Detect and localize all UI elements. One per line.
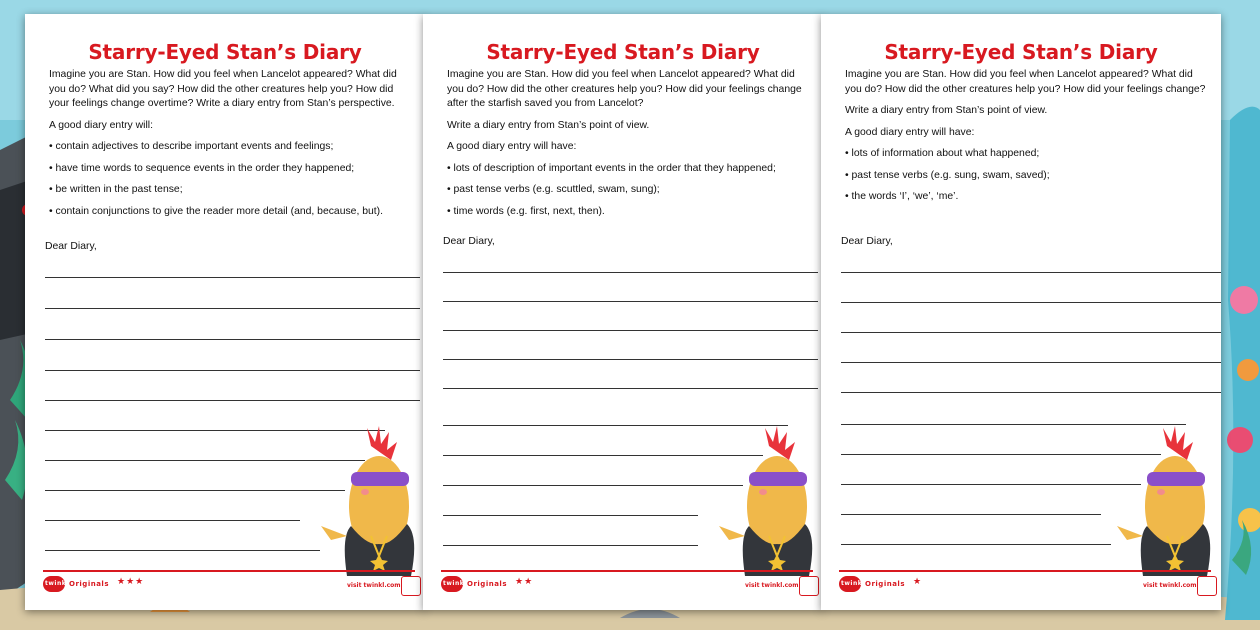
quality-badge-icon <box>401 576 421 596</box>
brand-label: Originals <box>467 580 507 588</box>
greeting: Dear Diary, <box>841 236 893 247</box>
writing-line <box>45 520 300 521</box>
difficulty-stars: ★★★ <box>117 577 145 587</box>
twinkl-logo-text: twinkl <box>841 580 865 587</box>
writing-line <box>841 424 1186 425</box>
worksheet-instructions <box>447 68 813 226</box>
writing-line <box>45 308 420 309</box>
writing-line <box>841 392 1221 393</box>
writing-line <box>443 301 818 302</box>
writing-line <box>443 359 818 360</box>
writing-line <box>45 400 420 401</box>
criteria-item: • past tense verbs (e.g. scuttled, swam, sung); <box>447 184 660 195</box>
criteria-item: • lots of information about what happened; <box>845 148 1040 159</box>
difficulty-stars: ★ <box>913 577 923 587</box>
criteria-item: • be written in the past tense; <box>49 184 183 195</box>
stan-character-illustration <box>709 426 823 576</box>
worksheet-title: Starry-Eyed Stan’s Diary <box>88 40 362 64</box>
writing-line <box>45 370 420 371</box>
brand-label: Originals <box>69 580 109 588</box>
worksheet-one-star <box>821 14 1221 610</box>
writing-line <box>443 485 743 486</box>
criteria-item: • have time words to sequence events in the order they happened; <box>49 162 355 174</box>
difficulty-stars: ★★ <box>515 577 534 587</box>
writing-line <box>443 388 818 389</box>
criteria-item: • lots of description of important events in the order that they happened; <box>447 162 776 174</box>
writing-line <box>841 514 1101 515</box>
criteria-item: • time words (e.g. first, next, then). <box>447 205 605 217</box>
writing-line <box>45 277 420 278</box>
footer-divider <box>839 570 1211 572</box>
writing-line <box>841 484 1141 485</box>
writing-line <box>841 332 1221 333</box>
writing-line <box>45 550 320 551</box>
writing-line <box>443 515 698 516</box>
writing-line <box>443 330 818 331</box>
stan-character-illustration <box>1107 426 1221 576</box>
worksheet-instructions <box>49 68 415 226</box>
criteria-heading: A good diary entry will: <box>49 119 153 131</box>
writing-line <box>841 302 1221 303</box>
writing-line <box>443 272 818 273</box>
intro-text: Imagine you are Stan. How did you feel when Lancelot appeared? What did you do? How did the other creatures help you? How did your feelings change? <box>845 69 1206 95</box>
writing-line <box>841 272 1221 273</box>
writing-line <box>45 490 345 491</box>
website-link[interactable]: visit twinkl.com <box>347 582 401 589</box>
instruction-text: Write a diary entry from Stan’s point of view. <box>447 119 650 131</box>
website-link[interactable]: visit twinkl.com <box>1143 582 1197 589</box>
writing-line <box>841 362 1221 363</box>
criteria-item: • the words ‘I’, ‘we’, ‘me’. <box>845 191 959 202</box>
writing-line <box>45 339 420 340</box>
criteria-item: • past tense verbs (e.g. sung, swam, saved); <box>845 169 1050 181</box>
criteria-item: • contain adjectives to describe important events and feelings; <box>49 141 334 152</box>
stan-character-illustration <box>311 426 425 576</box>
greeting: Dear Diary, <box>45 241 97 252</box>
twinkl-logo-text: twinkl <box>45 580 69 587</box>
footer-divider <box>43 570 415 572</box>
quality-badge-icon <box>799 576 819 596</box>
worksheet-two-star <box>423 14 823 610</box>
writing-line <box>443 545 698 546</box>
criteria-heading: A good diary entry will have: <box>447 141 577 152</box>
greeting: Dear Diary, <box>443 236 495 247</box>
brand-label: Originals <box>865 580 905 588</box>
intro-text: Imagine you are Stan. How did you feel when Lancelot appeared? What did you do? What did you say? How did the other creatures help you? How did your feelings change overtime? Write a diary entry from Stan’s perspective. <box>49 69 397 109</box>
worksheet-title: Starry-Eyed Stan’s Diary <box>884 40 1158 64</box>
twinkl-logo-text: twinkl <box>443 580 467 587</box>
footer-divider <box>441 570 813 572</box>
instruction-text: Write a diary entry from Stan’s point of view. <box>845 105 1048 116</box>
worksheet-three-star <box>25 14 425 610</box>
website-link[interactable]: visit twinkl.com <box>745 582 799 589</box>
worksheet-title: Starry-Eyed Stan’s Diary <box>486 40 760 64</box>
quality-badge-icon <box>1197 576 1217 596</box>
intro-text: Imagine you are Stan. How did you feel when Lancelot appeared? What did you do? How did the other creatures help you? How did your feelings change after the starfish saved you from Lancelot? <box>447 69 802 109</box>
criteria-heading: A good diary entry will have: <box>845 126 975 138</box>
writing-line <box>841 544 1111 545</box>
criteria-item: • contain conjunctions to give the reader more detail (and, because, but). <box>49 205 384 217</box>
worksheet-instructions <box>845 68 1211 212</box>
